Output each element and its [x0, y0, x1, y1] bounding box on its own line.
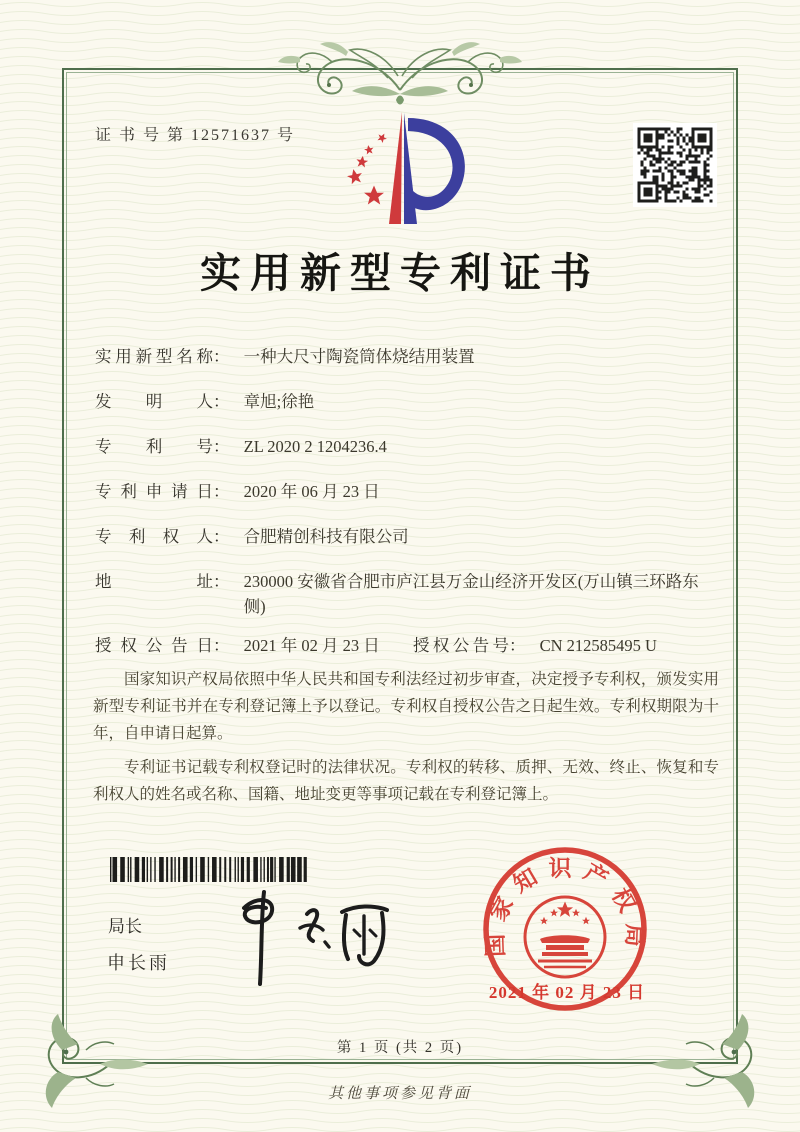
colon: ： — [213, 347, 230, 366]
field-row-patentee — [95, 524, 720, 569]
seal-national-emblem — [525, 897, 605, 977]
field-value-filing-date: 2020 年 06 月 23 日 — [243, 482, 380, 501]
bottom-right-flourish-ornament — [646, 1008, 770, 1120]
field-value-grant-date: 2021 年 02 月 23 日 — [243, 636, 380, 655]
field-row-utility-name — [95, 344, 720, 389]
field-value-inventor: 章旭;徐艳 — [243, 392, 315, 411]
certificate-number: 证 书 号 第 12571637 号 — [95, 127, 296, 144]
field-row-address — [95, 569, 720, 633]
field-label: 专利号 — [95, 437, 213, 456]
field-row-patent-number — [95, 434, 720, 479]
colon: ： — [213, 636, 230, 655]
field-label: 专利权人 — [95, 527, 213, 546]
colon: ： — [509, 636, 526, 655]
field-label: 专利申请日 — [95, 482, 213, 501]
field-value-patent-number: ZL 2020 2 1204236.4 — [243, 437, 387, 456]
field-value-patentee: 合肥精创科技有限公司 — [243, 527, 409, 546]
logo-p-bowl — [407, 118, 465, 210]
seal-text: 国家知识产权局 — [482, 856, 648, 958]
legal-paragraph-1: 国家知识产权局依照中华人民共和国专利法经过初步审查，决定授予专利权，颁发实用新型专利证书并在专利登记簿上予以登记。专利权自授权公告之日起生效。专利权期限为十年，自申请日起算。 — [93, 671, 719, 742]
field-label: 发明人 — [95, 392, 213, 411]
commissioner-name: 申长雨 — [107, 953, 170, 973]
field-value-utility-name: 一种大尺寸陶瓷筒体烧结用装置 — [243, 347, 475, 366]
colon: ： — [213, 437, 230, 456]
logo-stars — [346, 131, 389, 204]
legal-paragraph-2: 专利证书记载专利权登记时的法律状况。专利权的转移、质押、无效、终止、恢复和专利权人的姓名或名称、国籍、地址变更等事项记载在专利登记簿上。 — [93, 759, 719, 803]
field-value-address: 230000 安徽省合肥市庐江县万金山经济开发区(万山镇三环路东侧) — [243, 572, 699, 616]
colon: ： — [213, 392, 230, 411]
colon: ： — [213, 527, 230, 546]
bottom-left-flourish-ornament — [30, 1008, 154, 1120]
back-side-note: 其他事项参见背面 — [327, 1086, 472, 1102]
field-row-inventor — [95, 389, 720, 434]
field-row-filing-date — [95, 479, 720, 524]
field-label: 实用新型名称 — [95, 347, 213, 366]
legal-text — [93, 666, 719, 815]
seal-date: 2021 年 02 月 23 日 — [488, 983, 646, 1002]
colon: ： — [213, 572, 230, 591]
page-number: 第 1 页 (共 2 页) — [336, 1040, 464, 1056]
commissioner-title: 局长 — [108, 917, 142, 936]
field-label: 授权公告号 — [413, 636, 509, 655]
grant-number-group — [413, 633, 657, 658]
barcode — [110, 857, 310, 882]
top-flourish-ornament — [270, 34, 530, 112]
certificate-title: 实用新型专利证书 — [200, 250, 600, 296]
colon: ： — [213, 482, 230, 501]
logo-triangle-red — [389, 112, 402, 224]
field-list — [95, 344, 720, 673]
field-label: 授权公告日 — [95, 636, 213, 655]
field-label: 地址 — [95, 572, 213, 591]
commissioner-signature — [212, 884, 412, 992]
cnipa-logo — [328, 110, 480, 228]
qr-code — [633, 123, 717, 207]
field-value-grant-number: CN 212585495 U — [539, 636, 657, 655]
